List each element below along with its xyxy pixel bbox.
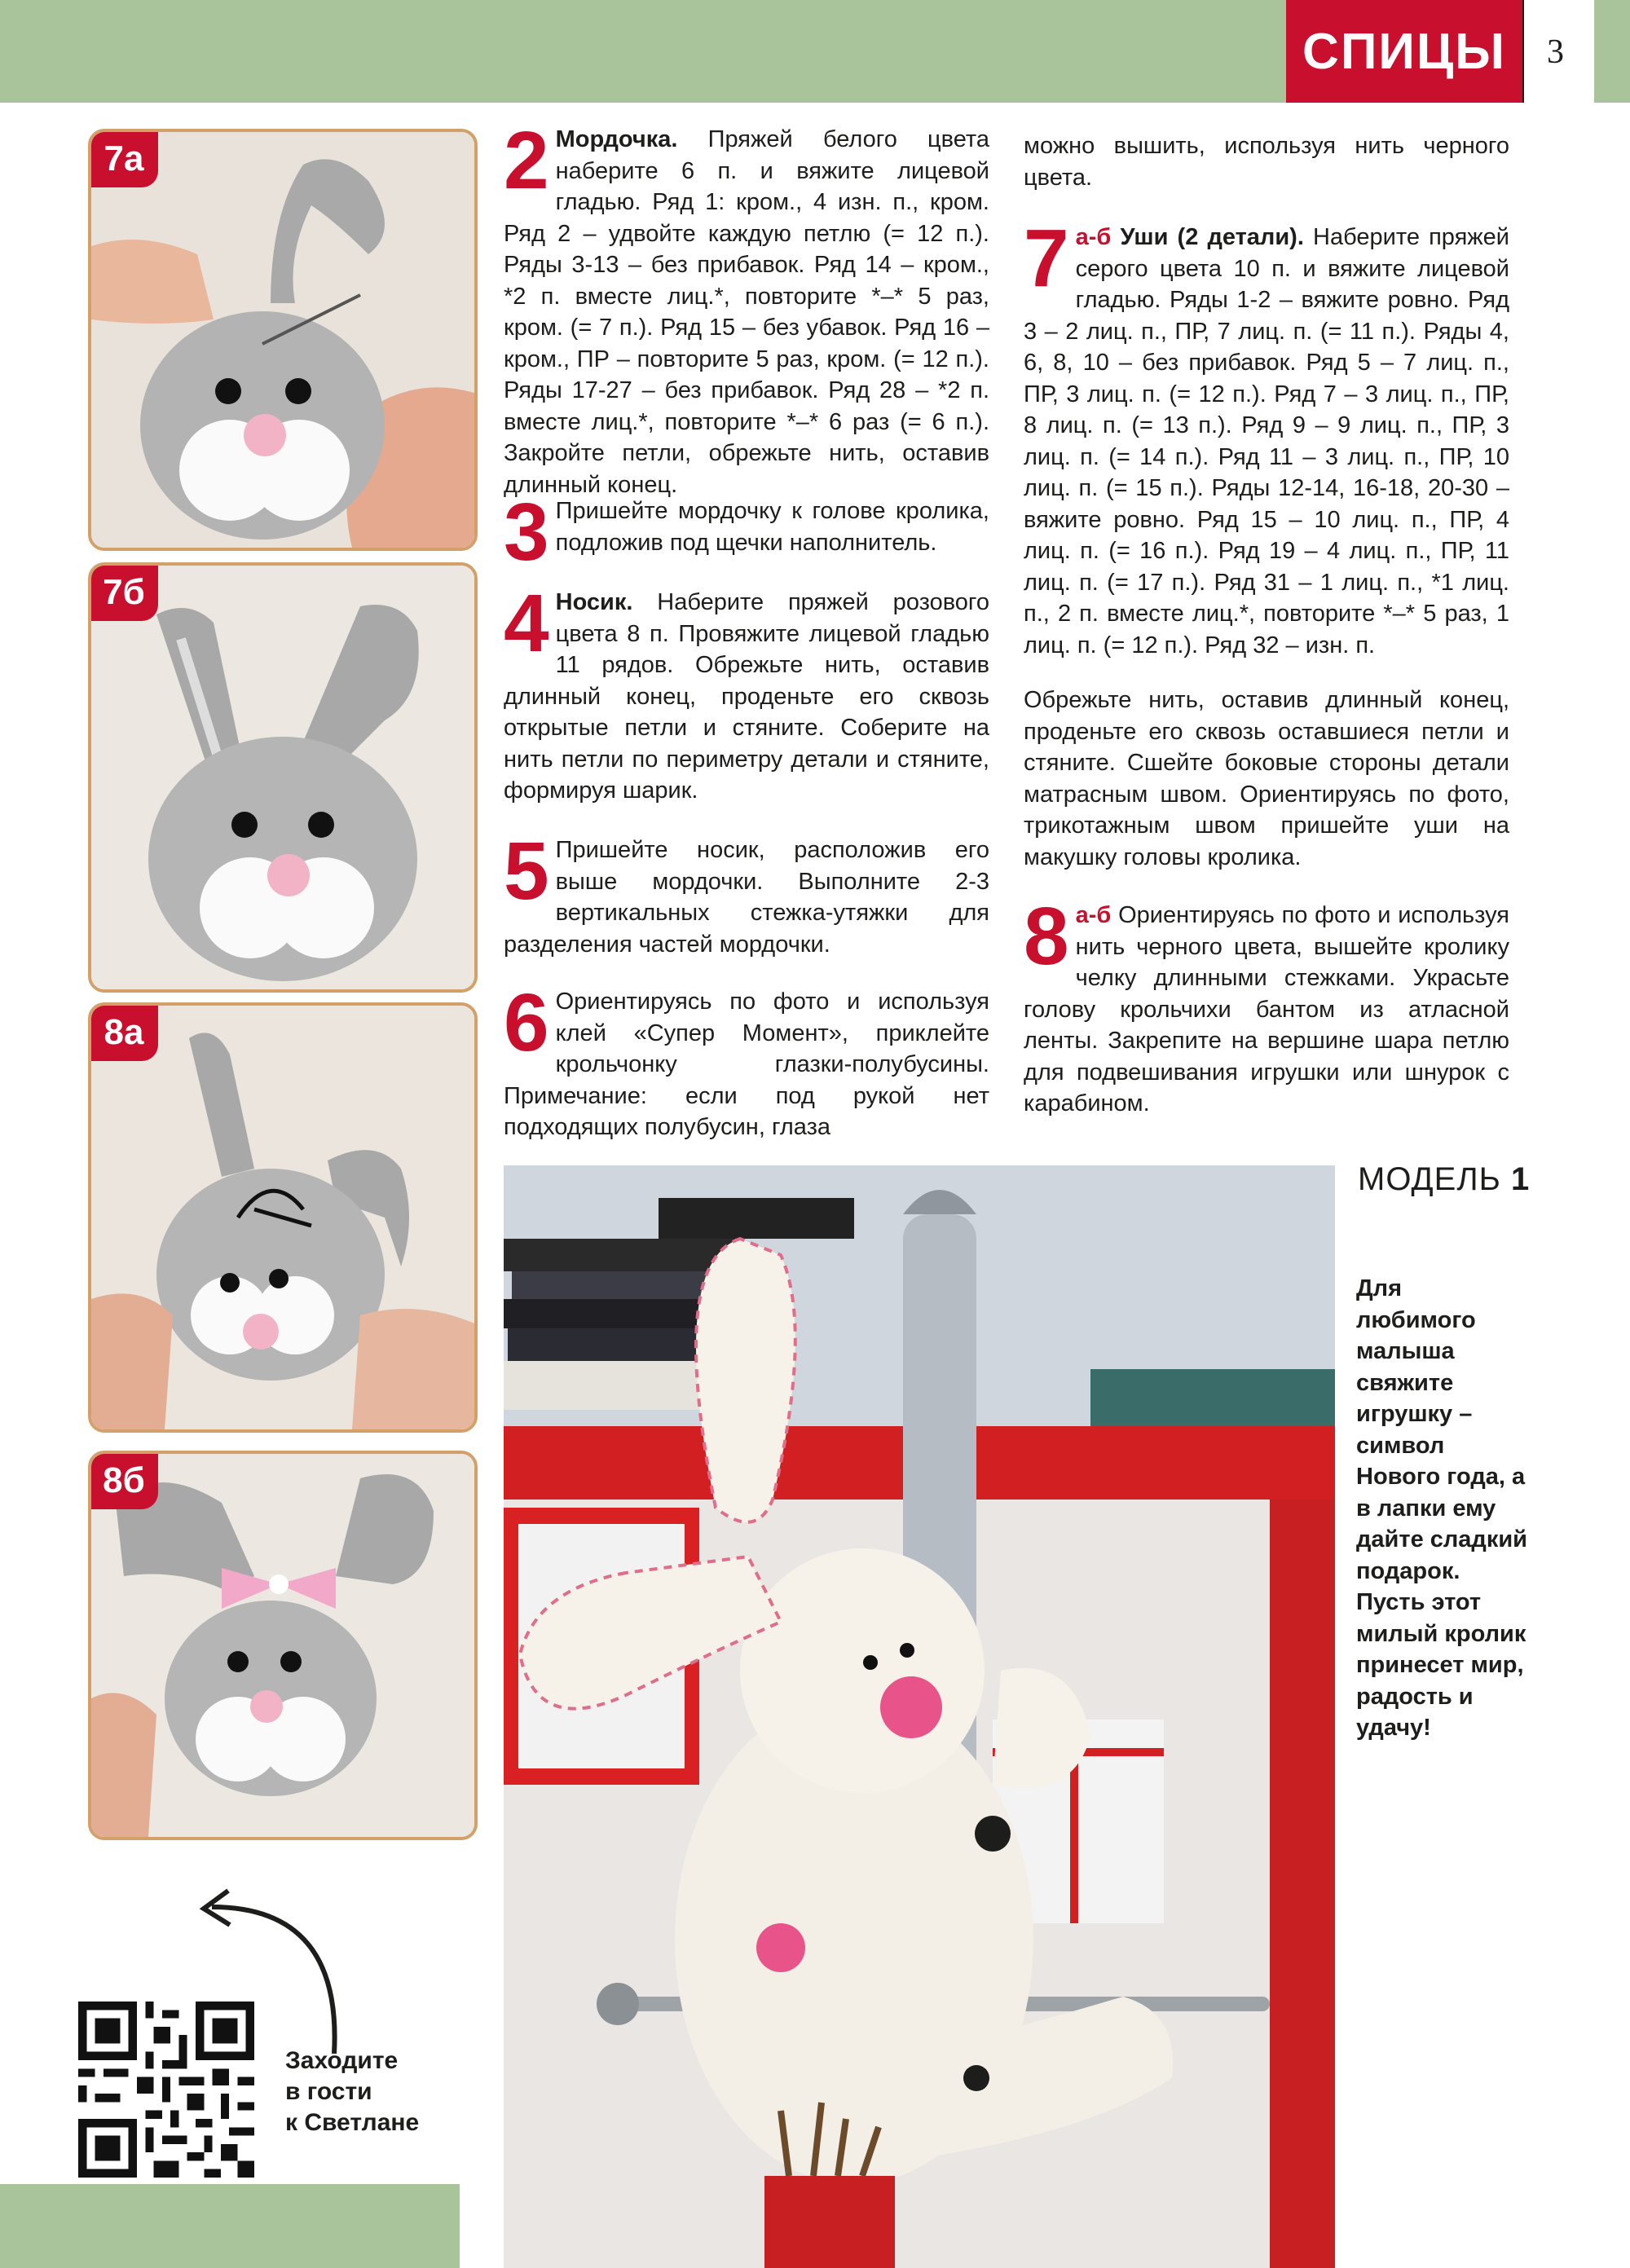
paragraph-text: Обрежьте нить, оставив длинный конец, проденьте его сквозь оставшиеся петли и стяните. Сшейте боковые стороны детали матрасным швом. Ориентируясь по фото, трикотажным швом пришейте уши на макушку головы кролика. <box>1024 687 1509 870</box>
qr-caption-line: к Светлане <box>285 2109 420 2136</box>
main-photo <box>504 1165 1335 2268</box>
photo-label: 8а <box>90 1004 158 1061</box>
step-title: Уши (2 детали). <box>1120 224 1304 250</box>
step-number: 5 <box>504 826 549 917</box>
qr-caption-line: Заходите <box>285 2047 399 2074</box>
step-number: 4 <box>504 578 549 669</box>
step-text: Ориентируясь по фото и используя клей «Супер Момент», приклейте крольчонку глазки-полубусины. Примечание: если под рукой нет подходящих полубусин, глаза <box>504 989 989 1140</box>
step-photo-8b <box>88 1451 478 1840</box>
model-label <box>1358 1161 1530 1198</box>
step-7 <box>1024 213 1510 661</box>
step-sub: а-б <box>1075 224 1112 250</box>
page-number: 3 <box>1547 33 1564 71</box>
step-text: Наберите пряжей серого цвета 10 п. и вяжите лицевой гладью. Ряды 1-2 – вяжите ровно. Ряд 3 – 2 лиц. п., ПР, 7 лиц. п. (= 11 п.). Ряды 4, 6, 8, 10 – без прибавок. Ряд 5 – 7 лиц. п., ПР, 3 лиц. п. (= 12 п.). Ряд 7 – 3 лиц. п., ПР, 8 лиц. п. (= 13 п.). Ряд 9 – 9 лиц. п., ПР, 3 лиц. п. (= 14 п.). Ряд 11 – 3 лиц. п., ПР, 10 лиц. п. (= 15 п.). Ряды 12-14, 16-18, 20-30 – вяжите ровно. Ряд 15 – 10 лиц. п., ПР, 4 лиц. п. (= 16 п.). Ряд 19 – 4 лиц. п., ПР, 11 лиц. п. (= 17 п.). Ряд 31 – 1 лиц. п., *1 лиц. п., 2 п. вместе лиц.*, повторите *–* 5 раз, 1 лиц. п. (= 12 п.). Ряд 32 – изн. п. <box>1024 224 1510 658</box>
step-photo-7b <box>88 562 478 993</box>
step-text: Пряжей белого цвета наберите 6 п. и вяжите лицевой гладью. Ряд 1: кром., 4 изн. п., кром. Ряд 2 – удвойте каждую петлю (= 12 п.). Ряды 3-13 – без прибавок. Ряд 14 – кром., *2 п. вместе лиц.*, повторите *–* 5 раз, кром. (= 7 п.). Ряд 15 – без убавок. Ряд 16 – кром., ПР – повторите 5 раз, кром. (= 12 п.). Ряды 17-27 – без прибавок. Ряд 28 – *2 п. вместе лиц.*, повторите *–* 6 раз (= 6 п.). Закройте петли, обрежьте нить, оставив длинный конец. <box>504 126 989 498</box>
model-number: 1 <box>1510 1161 1531 1197</box>
continuation-text: можно вышить, используя нить черного цвета. <box>1024 133 1509 191</box>
step-4 <box>504 578 989 807</box>
step-number: 8 <box>1024 891 1069 982</box>
step-text: Пришейте носик, расположив его выше мордочки. Выполните 2-3 вертикальных стежка-утяжки для разделения частей мордочки. <box>504 837 989 958</box>
qr-caption-line: в гости <box>285 2078 372 2105</box>
model-label-text: МОДЕЛЬ <box>1358 1161 1501 1197</box>
step-title: Носик. <box>555 589 633 615</box>
step-text: Пришейте мордочку к голове кролика, подложив под щечки наполнитель. <box>555 498 989 556</box>
step-6 <box>504 977 989 1143</box>
section-title: СПИЦЫ <box>1286 0 1522 103</box>
step-2 <box>504 115 989 500</box>
page-number-box <box>1522 0 1630 103</box>
step-6-continuation <box>1024 130 1509 193</box>
step-3 <box>504 487 989 578</box>
step-number: 3 <box>504 487 549 578</box>
step-photo-8a <box>88 1002 478 1433</box>
step-8 <box>1024 891 1509 1120</box>
qr-code-icon[interactable] <box>78 2002 254 2178</box>
step-5 <box>504 826 989 960</box>
side-note: Для любимого малыша свяжите игрушку – символ Нового года, а в лапки ему дайте сладкий подарок. Пусть этот милый кролик принесет мир, радость и удачу! <box>1356 1275 1528 1741</box>
step-text: Ориентируясь по фото и используя нить черного цвета, вышейте кролику челку длинными стежками. Украсьте голову крольчихи бантом из атласной ленты. Закрепите на вершине шара петлю для подвешивания игрушки или шнурок с карабином. <box>1024 902 1509 1116</box>
step-photo-7a <box>88 129 478 551</box>
qr-caption <box>285 2046 419 2138</box>
photo-label: 8б <box>90 1452 158 1509</box>
step-7-paragraph <box>1024 685 1509 873</box>
photo-label: 7а <box>90 130 158 187</box>
photo-label: 7б <box>90 564 158 621</box>
step-number: 2 <box>504 115 549 206</box>
step-number: 7 <box>1024 213 1069 304</box>
footer-band <box>0 2184 460 2268</box>
header-band <box>0 0 1286 103</box>
step-title: Мордочка. <box>555 126 678 152</box>
step-text: Наберите пряжей розового цвета 8 п. Провяжите лицевой гладью 11 рядов. Обрежьте нить, оставив длинный конец, проденьте его сквозь открытые петли и стяните. Соберите на нить петли по периметру детали и стяните, формируя шарик. <box>504 589 989 804</box>
step-sub: а-б <box>1075 902 1112 928</box>
step-number: 6 <box>504 977 549 1068</box>
